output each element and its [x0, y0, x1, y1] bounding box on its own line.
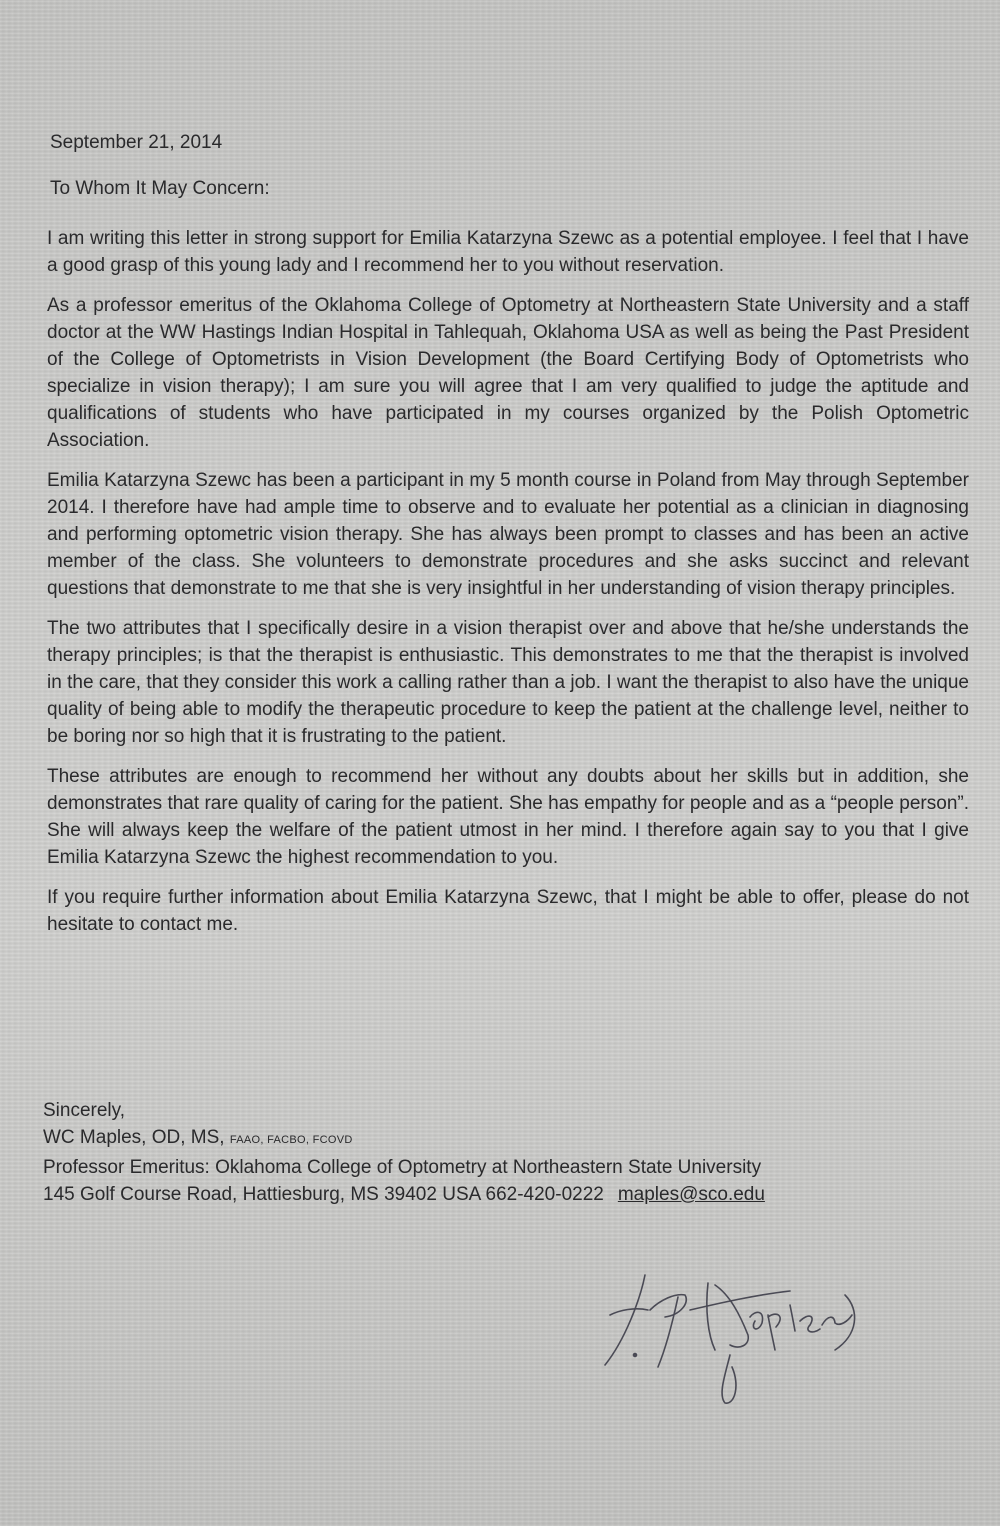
signer-credentials: FAAO, FACBO, FCOVD [229, 1134, 353, 1146]
paragraph-support: I am writing this letter in strong support for Emilia Katarzyna Szewc as a potential employee. I feel that I have a good grasp of this young lady and I recommend her to you without reservation. [47, 228, 969, 276]
signer-email-link[interactable]: maples@sco.edu [617, 1184, 765, 1205]
signer-name-line [43, 1124, 765, 1154]
signature-block [43, 1097, 765, 1208]
paragraph-contact: If you require further information about Emilia Katarzyna Szewc, that I might be able to offer, please do not hesitate to contact me. [47, 887, 969, 935]
paragraph-course-participation: Emilia Katarzyna Szewc has been a participant in my 5 month course in Poland from May through September 2014. I therefore have had ample time to observe and to evaluate her potential as a clinician in diagnosing and performing optometric vision therapy. She has always been prompt to classes and has been an active member of the class. She volunteers to demonstrate procedures and she asks succinct and relevant questions that demonstrate to me that she is very insightful in her understanding of vision therapy principles. [47, 470, 969, 599]
handwritten-signature [590, 1255, 890, 1415]
paragraph-qualifications: As a professor emeritus of the Oklahoma College of Optometry at Northeastern State University and a staff doctor at the WW Hastings Indian Hospital in Tahlequah, Oklahoma USA as well as being the Past President of the College of Optometrists in Vision Development (the Board Certifying Body of Optometrists who specialize in vision therapy); I am sure you will agree that I am very qualified to judge the aptitude and qualifications of students who have participated in my courses organized by the Polish Optometric Association. [47, 295, 969, 451]
signer-address: 145 Golf Course Road, Hattiesburg, MS 39402 USA 662-420-0222 [43, 1184, 604, 1205]
paragraph-attributes: The two attributes that I specifically desire in a vision therapist over and above that he/she understands the therapy principles; is that the therapist is enthusiastic. This demonstrates to me that the therapist is involved in the care, that they consider this work a calling rather than a job. I want the therapist to also have the unique quality of being able to modify the therapeutic procedure to keep the patient at the challenge level, neither to be boring nor so high that it is frustrating to the patient. [47, 618, 969, 747]
signer-contact-line [43, 1181, 765, 1208]
letter-body [47, 225, 969, 951]
closing-phrase: Sincerely, [43, 1100, 126, 1121]
paragraph-recommendation: These attributes are enough to recommend her without any doubts about her skills but in addition, she demonstrates that rare quality of caring for the patient. She has empathy for people and as a “people person”. She will always keep the welfare of the patient utmost in her mind. I therefore again say to you that I give Emilia Katarzyna Szewc the highest recommendation to you. [47, 766, 969, 868]
signer-name: WC Maples, OD, MS, [43, 1127, 225, 1148]
signer-title: Professor Emeritus: Oklahoma College of Optometry at Northeastern State University [43, 1157, 762, 1178]
letter-salutation: To Whom It May Concern: [50, 178, 270, 199]
letter-date: September 21, 2014 [50, 132, 223, 153]
